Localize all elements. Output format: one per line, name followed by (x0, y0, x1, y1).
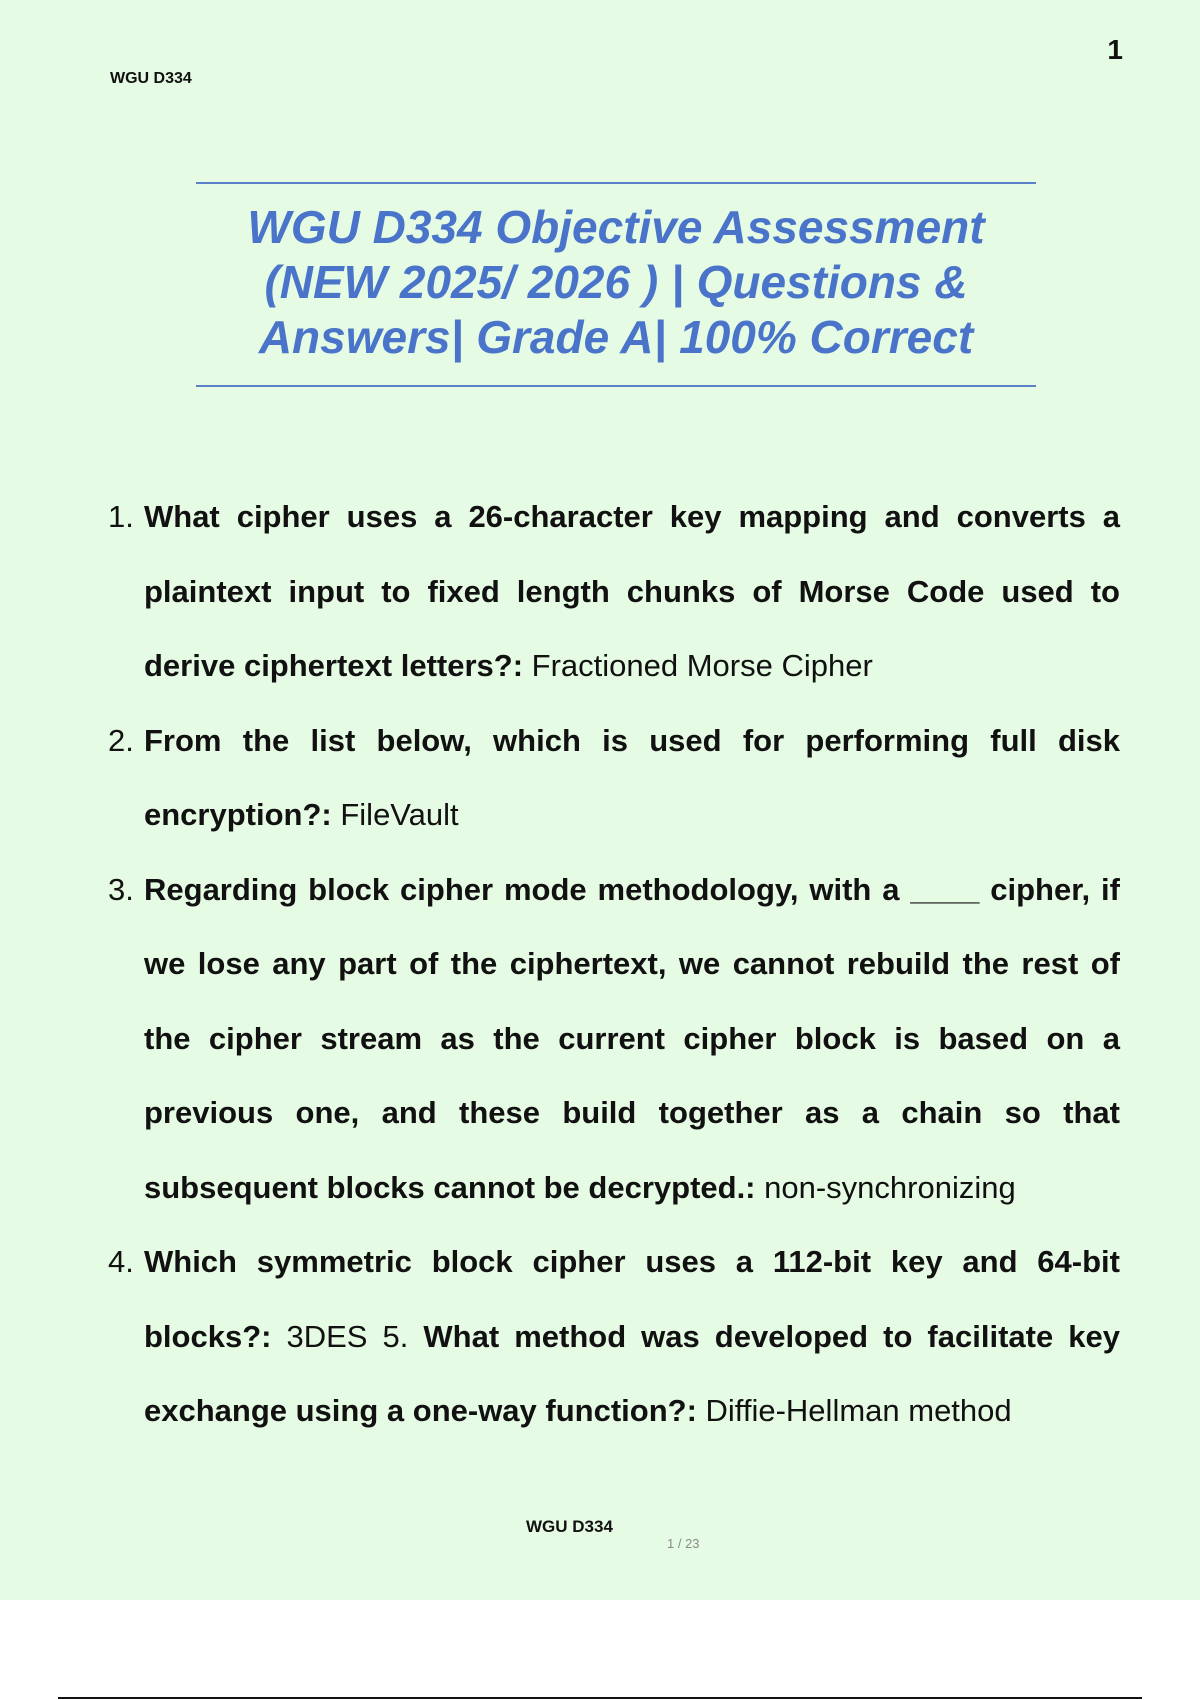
question-list (108, 480, 1120, 1449)
question-number: 2. (108, 722, 134, 758)
next-page-rule (58, 1697, 1142, 1699)
title-line-2: (NEW 2025/ 2026 ) | Questions & (264, 256, 968, 308)
question-number: 1. (108, 499, 134, 534)
question-text: Regarding block cipher mode methodology, with a ____ cipher, if we lose any part of the ciphertext, we cannot rebuild the rest of the cipher stream as the current cipher block is based on a previous one, and these build together as a chain so that subsequent blocks cannot be decrypted.: (144, 871, 1120, 1205)
title-top-rule (196, 182, 1036, 184)
page-number: 1 (1107, 34, 1123, 65)
answer-text: Fractioned Morse Cipher (531, 648, 873, 683)
question-text: What cipher uses a 26-character key mapping and converts a plaintext input to fixed length chunks of Morse Code used to derive ciphertext letters?: (144, 499, 1120, 683)
document-title (196, 200, 1036, 365)
answer-text: FileVault (340, 797, 459, 832)
question-text: From the list below, which is used for performing full disk encryption?: (144, 722, 1120, 832)
question-number: 4. (108, 1244, 134, 1279)
page-count: 1 / 23 (667, 1536, 700, 1551)
question-item-3 (108, 853, 1120, 1226)
answer-text: non-synchronizing (764, 1169, 1016, 1205)
question-item-4 (108, 1225, 1120, 1449)
title-line-1: WGU D334 Objective Assessment (247, 201, 985, 253)
header-course-label: WGU D334 (110, 70, 192, 87)
answer-text: 3DES (286, 1318, 368, 1354)
footer-course-label: WGU D334 (526, 1517, 613, 1536)
inline-question-number: 5. (382, 1318, 409, 1354)
question-text-5: What method was developed to facilitate key exchange using a one-way function?: (144, 1318, 1120, 1428)
question-number: 3. (108, 871, 134, 907)
question-item-1 (108, 480, 1120, 704)
answer-text-5: Diffie-Hellman method (705, 1393, 1012, 1428)
title-bottom-rule (196, 385, 1036, 387)
question-text: Which symmetric block cipher uses a 112-bit key and 64-bit blocks?: (144, 1244, 1120, 1354)
title-line-3: Answers| Grade A| 100% Correct (258, 311, 974, 363)
question-item-2 (108, 704, 1120, 853)
